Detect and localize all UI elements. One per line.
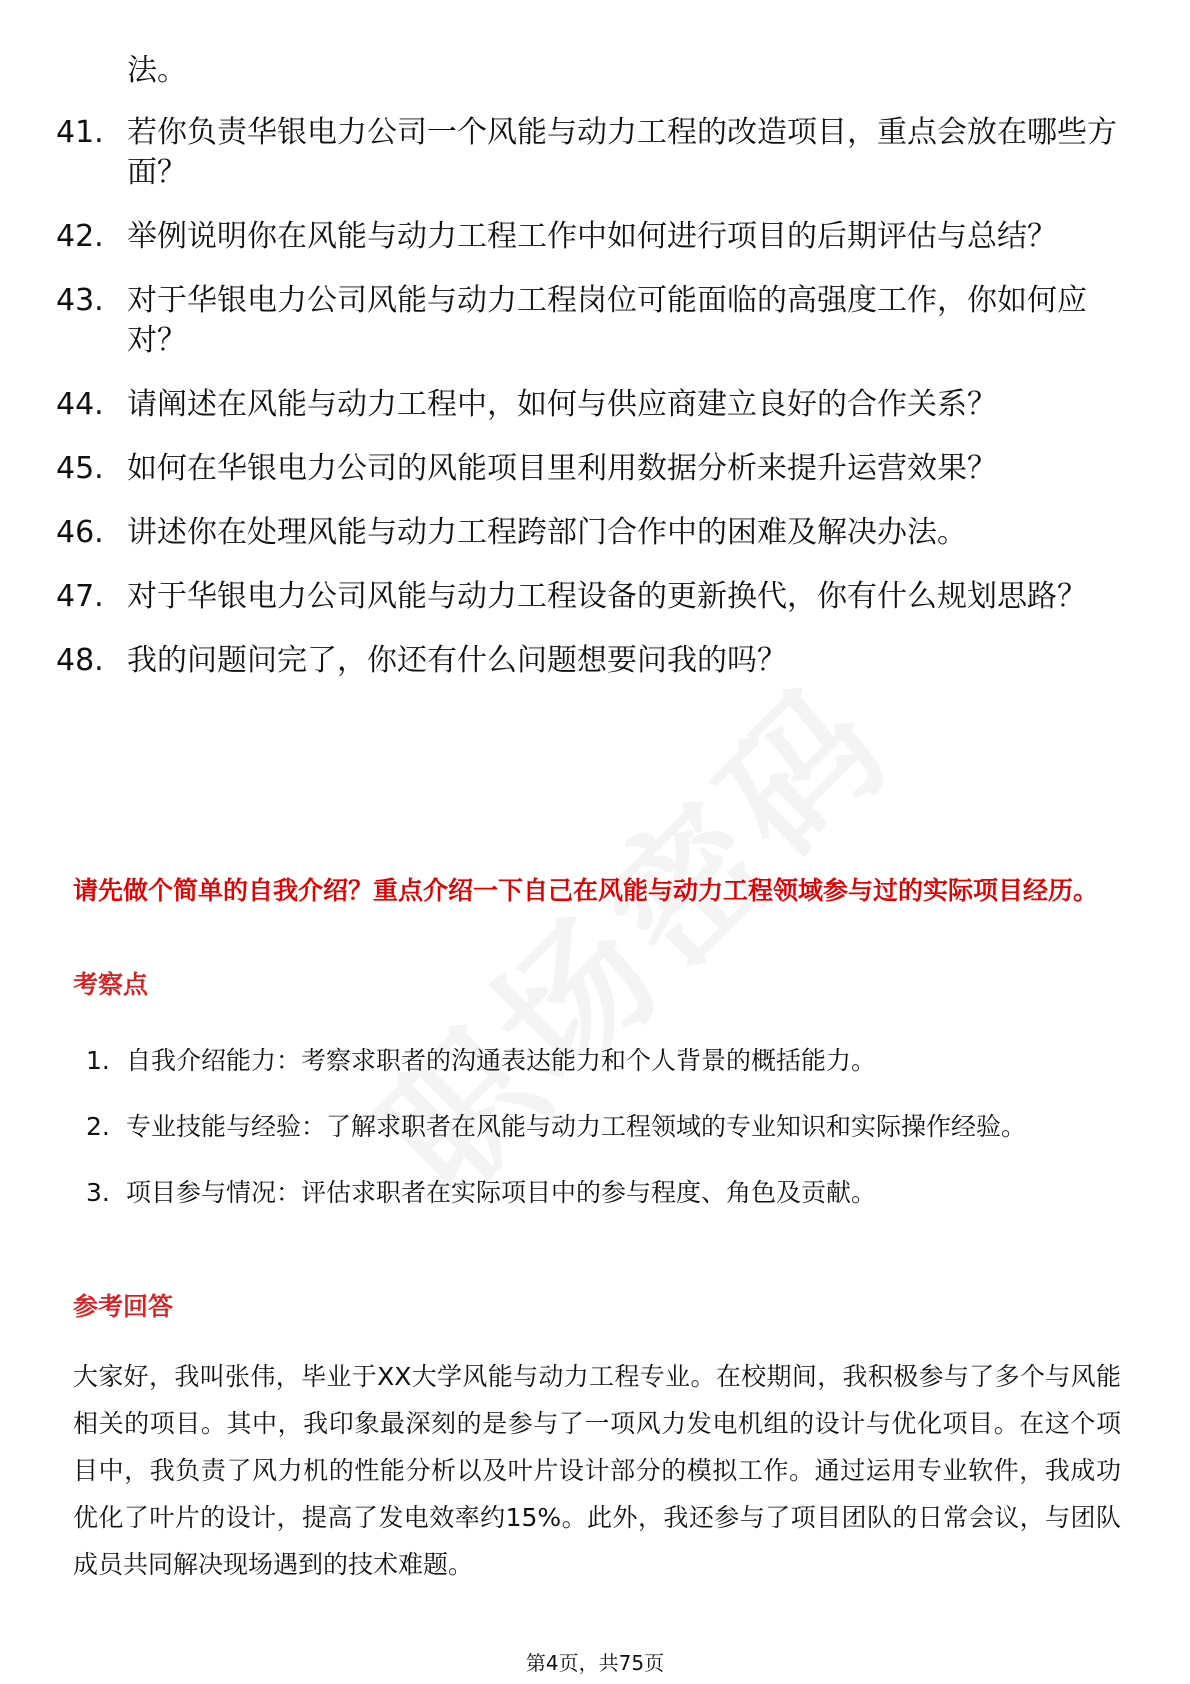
list-item — [56, 513, 1136, 553]
assessment-heading: 考察点 — [73, 970, 149, 999]
list-item — [56, 217, 1136, 257]
item-text: 自我介绍能力：考察求职者的沟通表达能力和个人背景的概括能力。 — [126, 1046, 877, 1075]
list-item — [86, 1172, 1126, 1214]
item-text: 举例说明你在风能与动力工程工作中如何进行项目的后期评估与总结？ — [127, 219, 1057, 254]
item-number: 46. — [56, 515, 104, 550]
continued-text: 法。 — [127, 53, 187, 88]
item-number: 2. — [86, 1112, 110, 1141]
item-text: 对于华银电力公司风能与动力工程设备的更新换代，你有什么规划思路？ — [127, 579, 1087, 614]
item-text: 专业技能与经验：了解求职者在风能与动力工程领域的专业知识和实际操作经验。 — [126, 1112, 1027, 1141]
list-item — [56, 577, 1136, 617]
item-number: 42. — [56, 219, 104, 254]
list-item — [56, 113, 1136, 193]
list-item — [56, 641, 1136, 681]
list-item — [86, 1040, 1126, 1082]
item-text: 如何在华银电力公司的风能项目里利用数据分析来提升运营效果？ — [127, 451, 997, 486]
item-text: 若你负责华银电力公司一个风能与动力工程的改造项目，重点会放在哪些方面？ — [127, 115, 1117, 190]
page-footer: 第4页，共75页 — [525, 1651, 665, 1675]
item-text: 讲述你在处理风能与动力工程跨部门合作中的困难及解决办法。 — [127, 515, 967, 550]
reference-answer: 大家好，我叫张伟，毕业于XX大学风能与动力工程专业。在校期间，我积极参与了多个与风能相关的项目。其中，我印象最深刻的是参与了一项风力发电机组的设计与优化项目。在这个项目中，我负责了风力机的性能分析以及叶片设计部分的模拟工作。通过运用专业软件，我成功优化了叶片的设计，提高了发电效率约15%。此外，我还参与了项目团队的日常会议，与团队成员共同解决现场遇到的技术难题。 — [73, 1362, 1121, 1579]
item-text: 我的问题问完了，你还有什么问题想要问我的吗？ — [127, 643, 787, 678]
assessment-list — [86, 1040, 1126, 1238]
item-text: 项目参与情况：评估求职者在实际项目中的参与程度、角色及贡献。 — [126, 1178, 877, 1207]
item-number: 45. — [56, 451, 104, 486]
item-number: 41. — [56, 115, 104, 150]
item-text: 请阐述在风能与动力工程中，如何与供应商建立良好的合作关系？ — [127, 387, 997, 422]
list-item — [56, 385, 1136, 425]
item-number: 47. — [56, 579, 104, 614]
featured-question: 请先做个简单的自我介绍？重点介绍一下自己在风能与动力工程领域参与过的实际项目经历。 — [73, 876, 1099, 905]
list-item — [56, 449, 1136, 489]
question-list — [56, 113, 1136, 705]
item-number: 3. — [86, 1178, 110, 1207]
reference-heading: 参考回答 — [73, 1292, 174, 1321]
item-number: 48. — [56, 643, 104, 678]
list-item — [86, 1106, 1126, 1148]
item-number: 1. — [86, 1046, 110, 1075]
list-item — [56, 281, 1136, 361]
item-number: 44. — [56, 387, 104, 422]
item-number: 43. — [56, 283, 104, 318]
item-text: 对于华银电力公司风能与动力工程岗位可能面临的高强度工作，你如何应对？ — [127, 283, 1087, 358]
